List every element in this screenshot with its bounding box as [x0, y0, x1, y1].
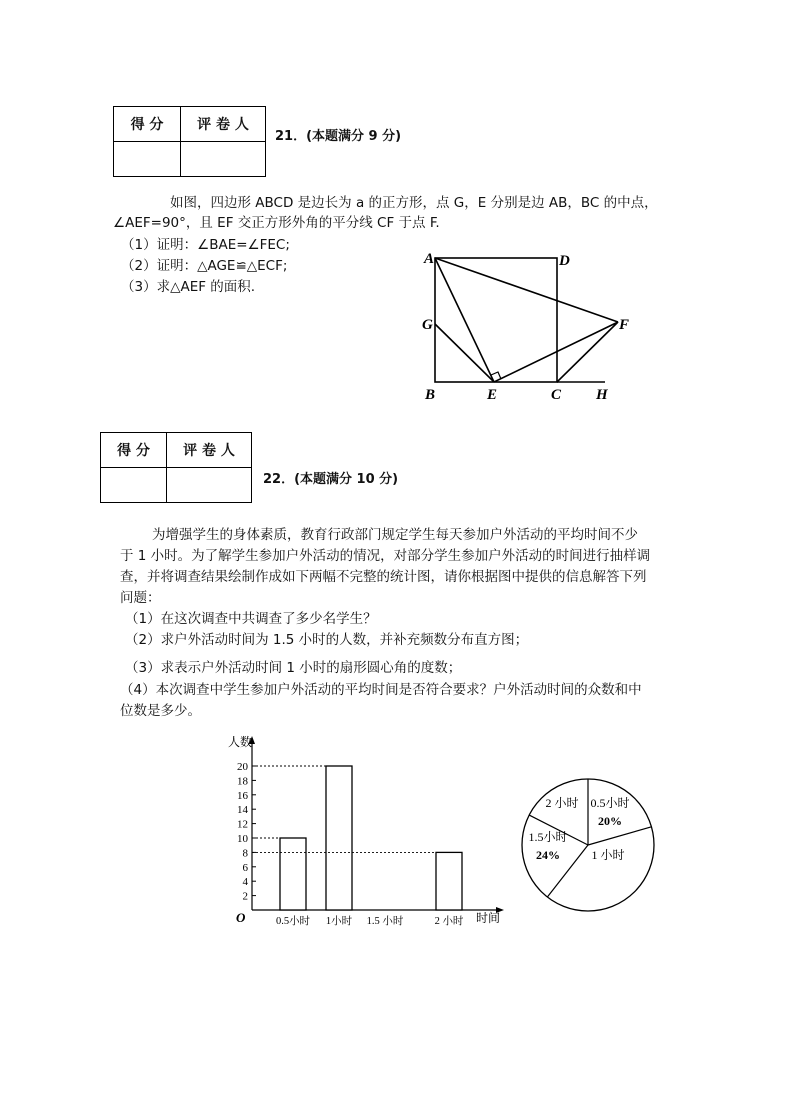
question-intro-line: 如图，四边形 ABCD 是边长为 a 的正方形，点 G，E 分别是边 AB，BC 的中点， [170, 195, 658, 211]
question-intro-line: 为增强学生的身体素质，教育行政部门规定学生每天参加户外活动的平均时间不少 [152, 527, 638, 543]
y-tick-label: 14 [237, 804, 248, 817]
question-item: （1）证明：∠BAE=∠FEC; [121, 237, 290, 253]
origin-label: O [236, 910, 246, 925]
score-table-q22 [100, 432, 252, 503]
label-h: H [596, 387, 608, 403]
question-title: 22．(本题满分 10 分) [263, 472, 399, 487]
label-a: A [424, 251, 435, 267]
label-c: C [551, 387, 562, 403]
y-tick-label: 8 [242, 847, 248, 860]
bar-chart [220, 732, 510, 932]
question-intro-line: 问题： [120, 590, 161, 606]
x-tick-label: 2 小时 [434, 916, 464, 927]
pie-slice-label: 1 小时 [591, 848, 625, 862]
question-intro-line: ∠AEF=90°，且 EF 交正方形外角的平分线 CF 于点 F. [113, 215, 440, 231]
question-item: （3）求表示户外活动时间 1 小时的扇形圆心角的度数； [125, 660, 462, 676]
question-item: （3）求△AEF 的面积. [121, 279, 256, 295]
y-tick-label: 6 [242, 861, 248, 874]
geometry-figure [410, 245, 650, 410]
x-axis-label: 时间 [476, 911, 501, 925]
pie-slice-label: 1.5小时 [528, 830, 568, 844]
label-d: D [559, 253, 570, 269]
grader-cell[interactable] [167, 468, 252, 503]
y-tick-label: 18 [237, 775, 248, 788]
y-tick-label: 10 [237, 833, 248, 845]
question-intro-line: 于 1 小时。为了解学生参加户外活动的情况，对部分学生参加户外活动的时间进行抽样调 [120, 548, 651, 564]
grader-header: 评 卷 人 [167, 433, 252, 468]
score-cell[interactable] [114, 142, 181, 177]
grader-header: 评 卷 人 [181, 107, 266, 142]
pie-slice-label: 0.5小时 [590, 796, 630, 810]
question-item: （4）本次调查中学生参加户外活动的平均时间是否符合要求？户外活动时间的众数和中 [120, 682, 642, 698]
x-tick-label: 1.5 小时 [366, 916, 404, 927]
score-header: 得 分 [114, 107, 181, 142]
label-f: F [619, 317, 630, 333]
y-tick-label: 16 [237, 789, 248, 802]
label-e: E [487, 387, 498, 403]
y-axis-label: 人数 [228, 735, 253, 749]
question-intro-line: 查，并将调查结果绘制作成如下两幅不完整的统计图，请你根据图中提供的信息解答下列 [120, 569, 647, 585]
bar [436, 852, 462, 910]
pie-slice-value: 24% [536, 848, 560, 862]
question-item: （2）证明：△AGE≌△ECF; [121, 258, 288, 274]
score-table-q21 [113, 106, 266, 177]
x-tick-label: 0.5小时 [275, 916, 311, 927]
bar [326, 766, 352, 910]
y-tick-label: 12 [237, 818, 248, 831]
label-g: G [422, 317, 433, 333]
question-title: 21．(本题满分 9 分) [275, 129, 402, 144]
pie-slice-value: 20% [598, 814, 622, 828]
score-cell[interactable] [101, 468, 167, 503]
score-header: 得 分 [101, 433, 167, 468]
segment-af [435, 258, 618, 322]
segment-ge [435, 324, 494, 382]
y-tick-label: 20 [237, 761, 248, 773]
y-tick-label: 4 [242, 876, 248, 889]
square-abcd [435, 258, 557, 382]
x-tick-label: 1小时 [325, 916, 353, 927]
question-item: 位数是多少。 [120, 703, 201, 719]
pie-chart [518, 775, 658, 915]
segment-ef [494, 322, 618, 382]
question-item: （1）在这次调查中共调查了多少名学生？ [125, 611, 377, 627]
bar [280, 838, 306, 910]
question-item: （2）求户外活动时间为 1.5 小时的人数，并补充频数分布直方图； [125, 632, 529, 648]
label-b: B [425, 387, 436, 403]
segment-ae [435, 258, 494, 382]
grader-cell[interactable] [181, 142, 266, 177]
pie-slice-label: 2 小时 [545, 796, 579, 810]
y-tick-label: 2 [242, 890, 248, 903]
segment-cf [557, 322, 618, 382]
